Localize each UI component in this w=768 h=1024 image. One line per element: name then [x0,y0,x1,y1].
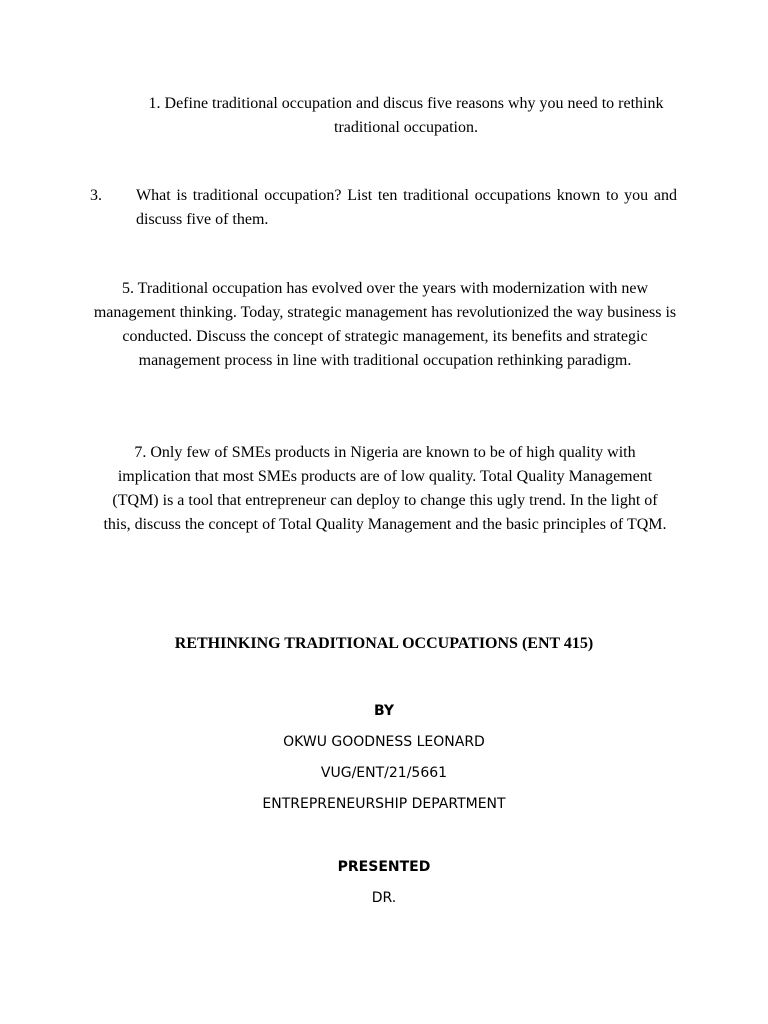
by-label: BY [373,703,395,719]
presented-label: PRESENTED [337,859,431,875]
presented-to: DR. [371,890,397,906]
question-7: 7. Only few of SMEs products in Nigeria are known to be of high quality with implication that most SMEs products are of low quality. Total Quality Management (TQM) is a tool that entrepreneur can deploy to change this ugly trend. In the light of this, discuss the concept of Total Quality Management and the basic principles of TQM. [103,444,667,533]
question-1: 1. Define traditional occupation and discus five reasons why you need to rethink traditional occupation. [148,95,664,136]
author-name: OKWU GOODNESS LEONARD [283,734,485,750]
question-5: 5. Traditional occupation has evolved over the years with modernization with new management thinking. Today, strategic management has revolutionized the way business is conducted. Discuss the concept of strategic management, its benefits and strategic management process in line with traditional occupation rethinking paradigm. [93,280,677,369]
registration-number: VUG/ENT/21/5661 [320,765,448,781]
question-3-number: 3. [90,187,102,204]
department-name: ENTREPRENEURSHIP DEPARTMENT [262,796,506,812]
course-title: RETHINKING TRADITIONAL OCCUPATIONS (ENT 415) [174,635,594,652]
question-3-text: What is traditional occupation? List ten traditional occupations known to you and discuss five of them. [136,187,677,228]
